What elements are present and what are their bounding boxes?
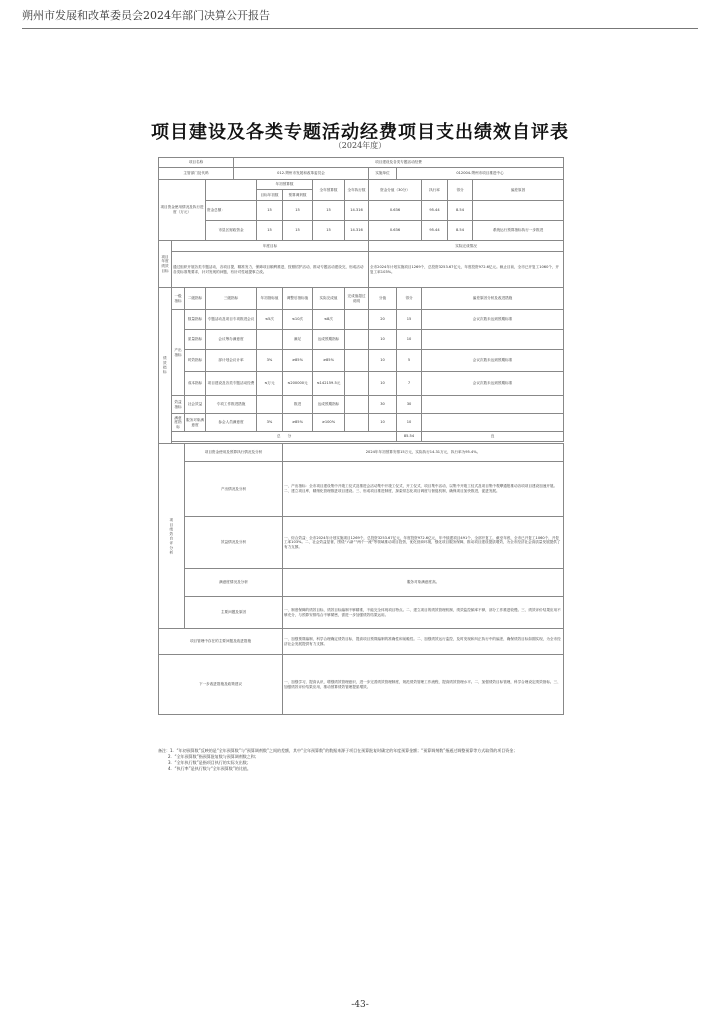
header-divider xyxy=(22,28,698,29)
funds2-adjust: 15 xyxy=(283,221,313,241)
ind-lvl3: 部计划会议计率 xyxy=(206,350,257,372)
ind-completed xyxy=(345,414,369,432)
table-notes xyxy=(158,748,563,772)
doc-year: （2024年度） xyxy=(333,141,387,150)
label-actual-val: 实际完成值 xyxy=(313,288,345,310)
note-line: 3．“全年执行数”是指项目执行的实际支出数； xyxy=(168,760,251,765)
note-line: 备注：1．“年初预算数”反映的是“全年预算数”与“预算调剂数”之间的差额，其中“全年预算数”的数据来源于项目在预算批复时确定的年度预算金额；“预算调剂数”指通过调整预算等方式取得的项目资金； xyxy=(158,748,518,753)
label-budget-adjust: 预算调剂数 xyxy=(283,190,313,201)
row-goal-body xyxy=(159,252,564,288)
label-deviation: 偏差原因 xyxy=(473,180,564,201)
ind-adjusted: ≥85% xyxy=(283,414,313,432)
label-annual-goal: 年度目标 xyxy=(172,241,369,252)
label-weight: 分值 xyxy=(369,288,397,310)
evaluation-table-wrapper xyxy=(158,157,563,715)
ind-row xyxy=(159,310,564,330)
label-rate: 执行率 xyxy=(422,180,448,201)
ind-lvl2: 质量指标 xyxy=(185,330,206,350)
ind-row xyxy=(159,372,564,396)
label-eval-benefit: 效益情况及分析 xyxy=(185,517,283,569)
label-target: 目标年初数 xyxy=(257,190,283,201)
label-satisfaction: 满意度指标 xyxy=(172,414,185,432)
value-annual-goal: 通过组织开展各类专题活动，各项目提，精准发力，保障项目顺利推进，按照招护活动，推动专题活动建设完，形成活动各类标准集要求，针对发现的问题，有针对性地提事立改。 xyxy=(172,252,369,288)
doc-title: 项目建设及各类专题活动经费项目支出绩效自评表 xyxy=(151,122,569,143)
ind-score: 10 xyxy=(397,414,422,432)
funds2-target: 15 xyxy=(257,221,283,241)
ind-lvl2: 服务对象满意度 xyxy=(185,414,206,432)
value-eval-budget: 2024年年初预算安排15万元，实际执行14.31万元，执行率为95.4%。 xyxy=(283,444,564,462)
ind-weight: 10 xyxy=(369,330,397,350)
funds-blank xyxy=(206,180,257,201)
ind-completed xyxy=(345,350,369,372)
ind-row xyxy=(159,396,564,414)
value-impl-unit: 012004-朔州市项目推进中心 xyxy=(397,168,564,180)
ind-target: ≤5次 xyxy=(257,310,283,330)
ind-reason xyxy=(422,330,564,350)
value-eval-output: 一、产出指标：全市项目建设集中开竣工仪式及推进会活动集中开竣工仪式，开工仪式，项目集中活动，以集中开竣工仪式及项目集中观摩通报推动各项项目建设加速开展。二、建立项目库，精细化管理推进项目建设。三、形成项目推进制度，探索常态化项目调度与督促机制，确保项目加快推进，促进发展。 xyxy=(283,462,564,517)
value-dept: 012-朔州市发展和改革委员会 xyxy=(234,168,369,180)
ind-lvl2: 数量指标 xyxy=(185,310,206,330)
funds1-points: 8.54 xyxy=(448,201,473,221)
row-dept xyxy=(159,168,564,180)
label-points: 得分 xyxy=(448,180,473,201)
label-impl-unit: 实施单位 xyxy=(369,168,397,180)
funds2-full-year: 15 xyxy=(313,221,345,241)
row-eval-fix xyxy=(159,629,564,655)
value-eval-sat: 服务对象满意度高。 xyxy=(283,569,564,597)
value-grade: 良 xyxy=(422,432,564,442)
funds2-score: 0.636 xyxy=(369,221,422,241)
ind-actual: 达成预期指标 xyxy=(313,330,345,350)
label-goal-section: 项目年度绩效目标 xyxy=(159,241,172,288)
label-fiscal: 市县区财政资金 xyxy=(206,221,257,241)
ind-lvl3: 项目建设及各类专题活动经费 xyxy=(206,372,257,396)
ind-reason xyxy=(422,396,564,414)
ind-target xyxy=(257,330,283,350)
ind-completed xyxy=(345,372,369,396)
ind-actual: ≥85% xyxy=(313,350,345,372)
ind-weight: 20 xyxy=(369,310,397,330)
row-funds-total xyxy=(159,201,564,221)
ind-adjusted: ≥85% xyxy=(283,350,313,372)
ind-score: 5 xyxy=(397,350,422,372)
page-number: -43- xyxy=(351,1000,369,1010)
ind-weight: 10 xyxy=(369,414,397,432)
ind-adjusted: ≤10次 xyxy=(283,310,313,330)
row-eval-budget xyxy=(159,444,564,462)
label-eval-output: 产出情况及分析 xyxy=(185,462,283,517)
ind-weight: 10 xyxy=(369,350,397,372)
evaluation-table xyxy=(158,157,564,715)
ind-score: 7 xyxy=(397,372,422,396)
funds1-target: 15 xyxy=(257,201,283,221)
value-eval-problems: 一、制度保障的绩效目标，绩效目标编制不够精准，不能完全体现项目特点。二、建立项目的绩效管理机制，绩效监控频率不够，部分工作推进较慢。三、绩效评价结果应用不够充分，与预算安排结合不够紧密，需进一步加强绩效结果运用。 xyxy=(283,597,564,629)
ind-actual: 达成预期指标 xyxy=(313,396,345,414)
label-total-score: 总 分 xyxy=(172,432,397,442)
funds2-rate: 95.44 xyxy=(422,221,448,241)
label-target-val: 年初指标值 xyxy=(257,288,283,310)
label-eval-problems: 主要问题及原因 xyxy=(185,597,283,629)
value-eval-benefit: 一、综合效益：全市2024年计划实施项目1269个，总投资3253.67亿元，年度投资972.6亿元，年中续建项目491个，全部开复工，截至年底，全市已开复工1060个，开复工率103%。二、社会效益显著，围绕“六新”“两个一流”等领域推动项目投资，优化营商环境，强化项目服务保障，推动项目建设提质增效，为全市经济社会高质量发展提供了有力支撑。 xyxy=(283,517,564,569)
funds1-dev xyxy=(473,201,564,221)
label-lvl2: 二级指标 xyxy=(185,288,206,310)
ind-row xyxy=(159,350,564,372)
ind-adjusted: ≤200000元 xyxy=(283,372,313,396)
ind-score: 30 xyxy=(397,396,422,414)
label-eval-next: 下一步改进措施及政策建议 xyxy=(159,655,283,715)
ind-row xyxy=(159,414,564,432)
label-project-name: 项目名称 xyxy=(159,158,234,168)
ind-lvl2: 时效指标 xyxy=(185,350,206,372)
ind-reason xyxy=(422,414,564,432)
ind-reason: 会议次数未达到预期标准 xyxy=(422,372,564,396)
funds2-dev: 系统运行预算指标执行一步推进 xyxy=(473,221,564,241)
label-total: 资金总额： xyxy=(206,201,257,221)
label-dept: 主管部门及代码 xyxy=(159,168,234,180)
funds1-executed: 14.316 xyxy=(345,201,369,221)
ind-lvl3: 会议筹办满意度 xyxy=(206,330,257,350)
ind-score: 15 xyxy=(397,310,422,330)
ind-lvl2: 社会效益 xyxy=(185,396,206,414)
ind-target: ≤万元 xyxy=(257,372,283,396)
label-adjusted: 调整后指标值 xyxy=(283,288,313,310)
ind-adjusted: 推进 xyxy=(283,396,313,414)
row-project-name xyxy=(159,158,564,168)
label-output: 产出指标 xyxy=(172,310,185,396)
ind-target: 3% xyxy=(257,350,283,372)
ind-target: 3% xyxy=(257,414,283,432)
note-line: 2．“全年预算数”指预算批复数与预算调剂数之和； xyxy=(168,754,259,759)
row-total-score xyxy=(159,432,564,442)
ind-score: 10 xyxy=(397,330,422,350)
row-eval-next xyxy=(159,655,564,715)
ind-actual: ≥100% xyxy=(313,414,345,432)
ind-actual: ≤142159.5元 xyxy=(313,372,345,396)
ind-row xyxy=(159,330,564,350)
row-goal-head xyxy=(159,241,564,252)
ind-lvl2: 成本指标 xyxy=(185,372,206,396)
label-self-eval: 项目绩效自评分析 xyxy=(159,444,185,629)
label-reason-col: 偏差原因分析及改进措施 xyxy=(422,288,564,310)
ind-adjusted: 满足 xyxy=(283,330,313,350)
ind-reason: 会议次数未达到预期标准 xyxy=(422,350,564,372)
label-score: 资金分值（30分） xyxy=(369,180,422,201)
ind-completed xyxy=(345,330,369,350)
label-eval-budget: 项目资金使用及预算执行情况及分析 xyxy=(185,444,283,462)
ind-completed xyxy=(345,310,369,330)
page-header: 朔州市发展和改革委员会2024年部门决算公开报告 xyxy=(22,9,270,22)
ind-lvl3: 专题活动及项目专项推进会议 xyxy=(206,310,257,330)
value-eval-fix: 一、加强预算编制，科学合理确定绩效目标，提高项目预算编制的准确性和前瞻性。二、加强绩效运行监控，及时发现和纠正执行中的偏差，确保绩效目标如期实现，为全市经济社会发展提供有力支撑。 xyxy=(283,629,564,655)
ind-reason: 会议次数未达到预期标准 xyxy=(422,310,564,330)
label-eval-fix: 项目管理中存在的主要问题及改进措施 xyxy=(159,629,283,655)
value-actual-done: 全市2024年计划实施项目1269个，总投资3253.67亿元，年度投资972.6亿元。截止目前，全市已开复工1060个，开复工率103%。 xyxy=(369,252,564,288)
label-eval-sat: 满意度情况及分析 xyxy=(185,569,283,597)
row-eval-benefit xyxy=(159,517,564,569)
label-score-col: 得分 xyxy=(397,288,422,310)
row-eval-problems xyxy=(159,597,564,629)
row-funds-fiscal xyxy=(159,221,564,241)
row-ind-head xyxy=(159,288,564,310)
funds2-executed: 14.316 xyxy=(345,221,369,241)
label-lvl1: 一级指标 xyxy=(172,288,185,310)
label-funds: 项目资金使用情况及执行进度（万元） xyxy=(159,180,206,241)
ind-actual: ≤8次 xyxy=(313,310,345,330)
ind-weight: 30 xyxy=(369,396,397,414)
funds2-points: 8.54 xyxy=(448,221,473,241)
ind-lvl3: 参会人员满意度 xyxy=(206,414,257,432)
funds1-adjust: 15 xyxy=(283,201,313,221)
label-full-year: 全年预算数 xyxy=(313,180,345,201)
row-funds-head1 xyxy=(159,180,564,190)
label-completed: 完成值超过说明 xyxy=(345,288,369,310)
row-eval-output xyxy=(159,462,564,517)
funds1-score: 0.636 xyxy=(369,201,422,221)
value-eval-next: 一、加强学习，提高认识，增强绩效管理意识，进一步完善绩效管理制度，规范绩效管理工作流程，提高绩效管理水平。二、加强绩效目标管理，科学合理设定绩效指标。三、加强绩效评价结果应用，推动预算绩效管理提质增效。 xyxy=(283,655,564,715)
ind-lvl3: 专项工作推进措施 xyxy=(206,396,257,414)
note-line: 4．“执行率”是执行数与“全年预算数”的比值。 xyxy=(168,766,251,771)
row-eval-sat xyxy=(159,569,564,597)
label-lvl3: 三级指标 xyxy=(206,288,257,310)
label-benefit: 效益指标 xyxy=(172,396,185,414)
label-annual-budget: 年初预算数 xyxy=(257,180,313,190)
ind-weight: 10 xyxy=(369,372,397,396)
ind-target xyxy=(257,396,283,414)
value-project-name: 项目建设及各类专题活动经费 xyxy=(234,158,564,168)
funds1-full-year: 15 xyxy=(313,201,345,221)
label-actual-done: 实际完成情况 xyxy=(369,241,564,252)
label-indicator-section: 绩效指标 xyxy=(159,288,172,444)
funds1-rate: 95.44 xyxy=(422,201,448,221)
value-total-score: 85.54 xyxy=(397,432,422,442)
label-executed: 全年执行数 xyxy=(345,180,369,201)
ind-completed xyxy=(345,396,369,414)
